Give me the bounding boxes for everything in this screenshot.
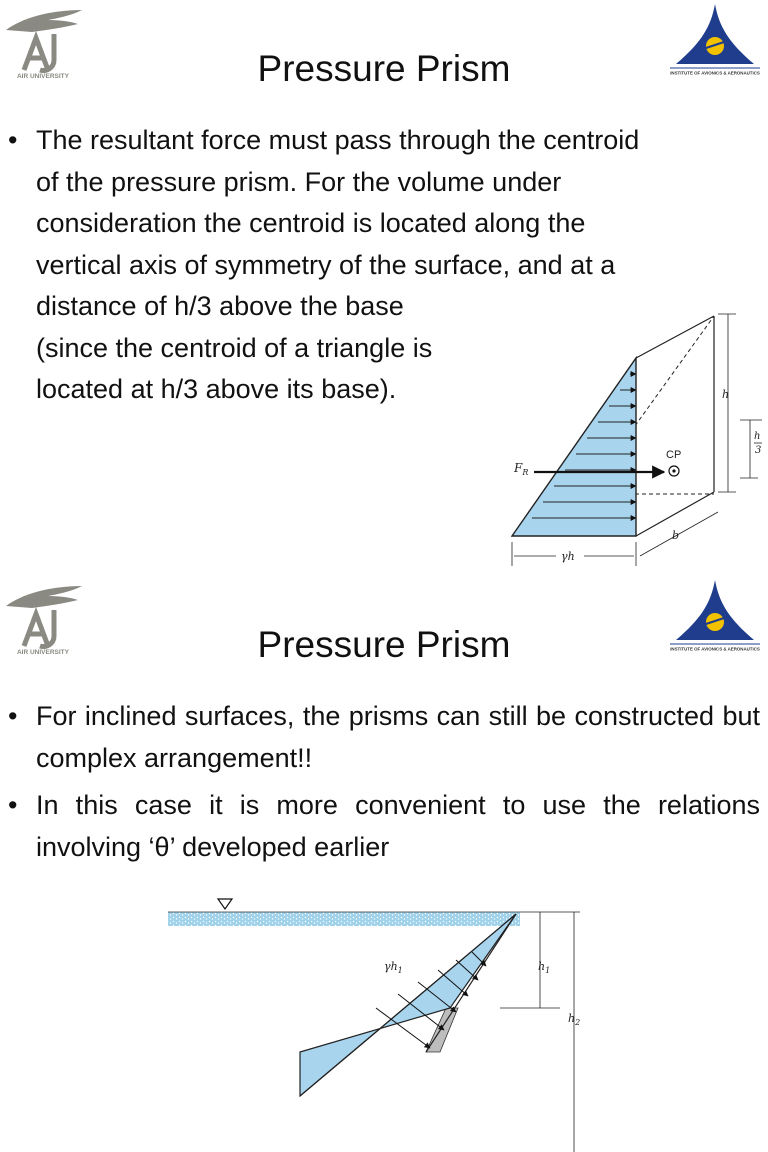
bullet-item	[8, 696, 760, 779]
page-title: Pressure Prism	[257, 624, 511, 665]
free-surface	[168, 912, 520, 926]
h3-label-den: 3	[755, 445, 762, 456]
institute-logo-text: INSTITUTE OF AVIONICS & AERONAUTICS	[670, 646, 760, 652]
h3-label-num: h	[754, 431, 761, 442]
bullet-text: In this case it is more convenient to use the relations involving ‘θ’ developed earlier	[36, 790, 760, 862]
bullet-list	[8, 696, 760, 868]
institute-logo	[666, 578, 764, 654]
bullet-line: located at h/3 above its base).	[36, 374, 397, 404]
air-university-logo-text: AIR UNIVERSITY	[16, 73, 70, 80]
h-label: h	[722, 388, 730, 401]
bullet-line: distance of h/3 above the base	[36, 291, 404, 321]
bullet-text: For inclined surfaces, the prisms can still be constructed but complex arrangement!!	[36, 701, 760, 773]
bullet-dot: •	[8, 701, 18, 731]
pressure-prism-diagram	[500, 296, 768, 576]
bullet-line: consideration the centroid is located along the	[36, 208, 586, 238]
gamma-h-label: γh	[561, 550, 575, 563]
free-surface-icon	[218, 899, 232, 909]
bullet-dot: •	[8, 790, 18, 820]
inclined-surface-diagram	[160, 892, 600, 1152]
bullet-line: (since the centroid of a triangle is	[36, 332, 433, 363]
b-label: b	[672, 529, 680, 542]
bullet-item	[8, 785, 760, 868]
h1-label: $h_1$	[538, 960, 551, 975]
institute-logo	[666, 2, 764, 78]
bullet-line: vertical axis of symmetry of the surface, and at a	[36, 249, 616, 280]
institute-logo-text: INSTITUTE OF AVIONICS & AERONAUTICS	[670, 70, 760, 76]
gamma-h1-label: $\gamma h_1$	[384, 960, 403, 975]
cp-label: CP	[666, 449, 682, 461]
bullet-line: The resultant force must pass through the centroid	[36, 125, 640, 155]
bullet-dot: •	[8, 125, 18, 155]
page-title: Pressure Prism	[257, 48, 511, 89]
pressure-triangle	[512, 358, 636, 536]
bullet-line: of the pressure prism. For the volume under	[36, 166, 562, 197]
h2-label: $h_2$	[568, 1012, 581, 1027]
fr-label: $F_R$	[514, 461, 529, 477]
air-university-logo-text: AIR UNIVERSITY	[16, 649, 70, 656]
slide-2	[0, 576, 768, 1152]
prism-top-edge	[636, 316, 714, 358]
